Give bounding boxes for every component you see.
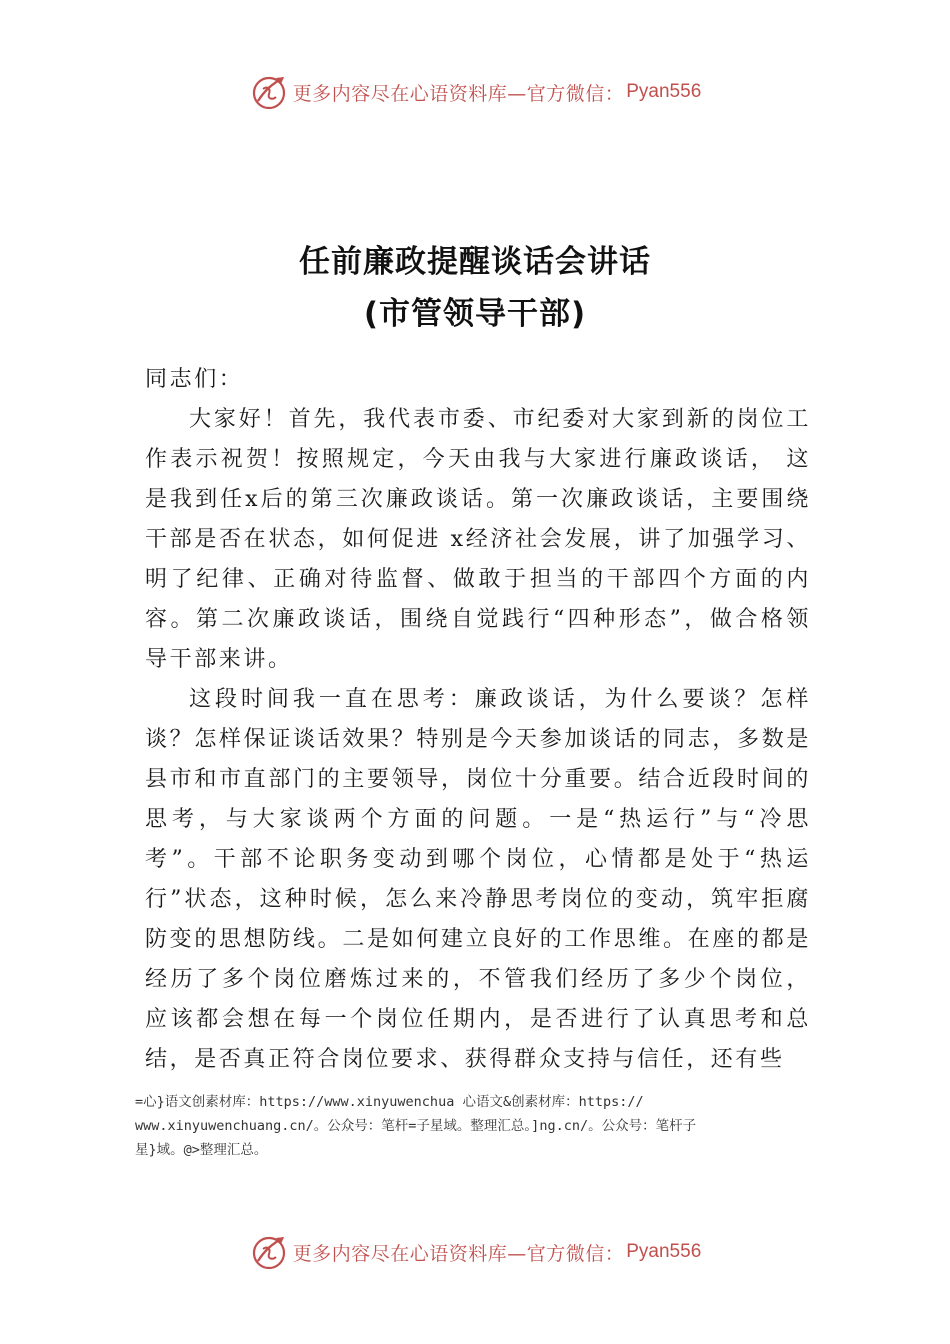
source-footnote: [135, 1090, 825, 1162]
document-title: [0, 236, 950, 340]
title-line-1: 任前廉政提醒谈话会讲话: [299, 244, 651, 280]
header-banner: [0, 70, 950, 114]
salutation: 同志们：: [145, 367, 244, 392]
library-logo-icon: [249, 72, 289, 112]
banner-wechat-id: Pyan556: [626, 1241, 702, 1262]
banner-wechat-id: Pyan556: [626, 81, 702, 102]
footer-banner: [0, 1230, 950, 1274]
footnote-line-2: www.xinyuwenchuang.cn/。公众号：笔杆=子星域。整理汇总。]ng.cn/。公众号：笔杆子: [135, 1118, 697, 1134]
document-body: [145, 360, 811, 1080]
library-logo-icon: [249, 1232, 289, 1272]
footnote-line-1: =心}语文创素材库：https://www.xinyuwenchua 心语文&创素材库：https://: [135, 1094, 644, 1110]
paragraph-2: 这段时间我一直在思考：廉政谈话，为什么要谈？怎样谈？怎样保证谈话效果？特别是今天参加谈话的同志，多数是县市和市直部门的主要领导，岗位十分重要。结合近段时间的思考，与大家谈两个方面的问题。一是“热运行”与“冷思考”。干部不论职务变动到哪个岗位，心情都是处于“热运行”状态，这种时候，怎么来冷静思考岗位的变动，筑牢拒腐防变的思想防线。二是如何建立良好的工作思维。在座的都是经历了多个岗位磨炼过来的，不管我们经历了多少个岗位， 应该都会想在每一个岗位任期内，是否进行了认真思考和总结，是否真正符合岗位要求、获得群众支持与信任，还有些: [145, 687, 811, 1072]
title-line-2: (市管领导干部): [363, 296, 587, 332]
footnote-line-3: 星}域。@>整理汇总。: [135, 1142, 268, 1158]
paragraph-1: 大家好！首先，我代表市委、市纪委对大家到新的岗位工作表示祝贺！按照规定，今天由我与大家进行廉政谈话， 这是我到任x后的第三次廉政谈话。第一次廉政谈话，主要围绕干部是否在状态，如何促进 x经济社会发展，讲了加强学习、明了纪律、正确对待监督、做敢于担当的干部四个方面的内容。第二次廉政谈话，围绕自觉践行“四种形态”，做合格领导干部来讲。: [145, 407, 811, 672]
banner-text: 更多内容尽在心语资料库—官方微信：: [292, 82, 625, 105]
banner-text: 更多内容尽在心语资料库—官方微信：: [292, 1242, 625, 1265]
